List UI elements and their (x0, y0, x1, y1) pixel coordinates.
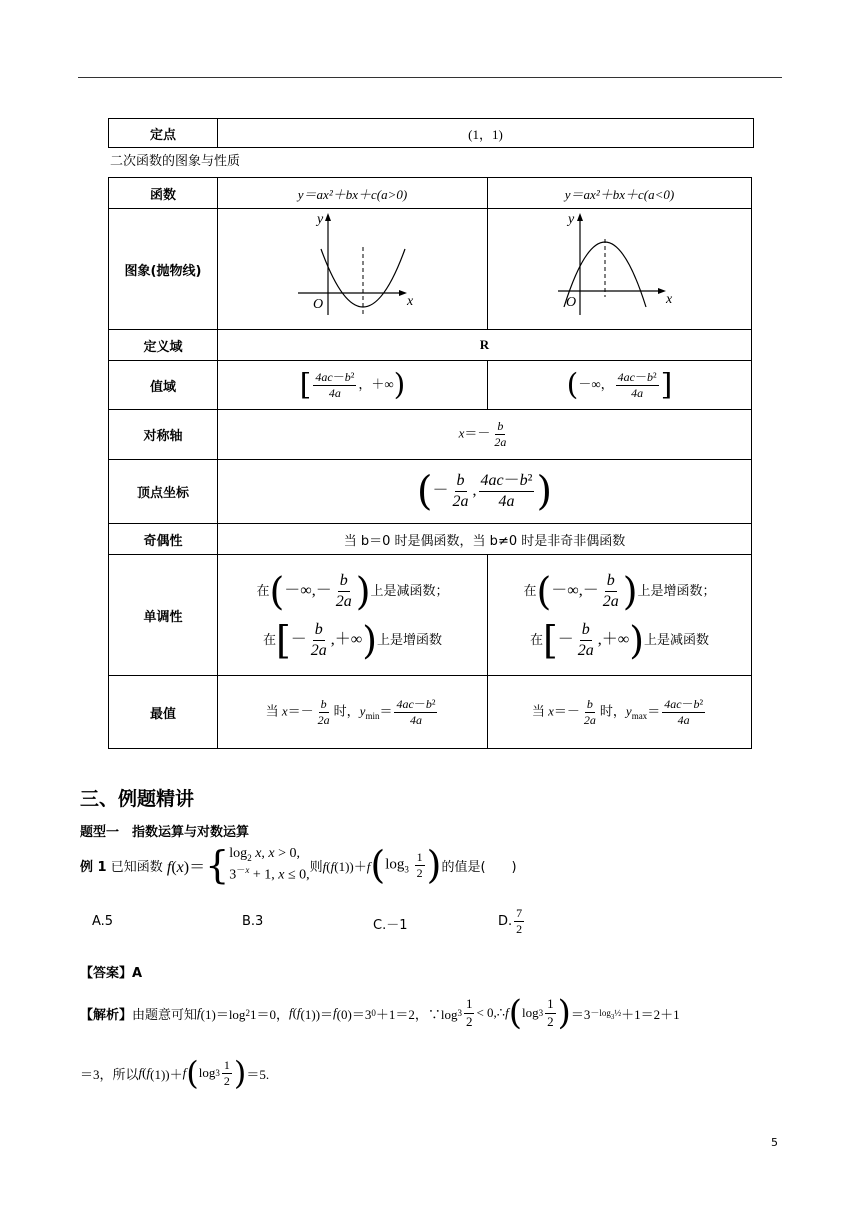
mono-right-1: 上是增函数； (637, 584, 716, 600)
vertex-label: 顶点坐标 (109, 460, 218, 524)
func-label: 函数 (109, 178, 218, 209)
option-a: A.5 (92, 914, 114, 929)
header-rule (78, 77, 782, 78)
domain-value: R (218, 330, 752, 361)
graph-label: 图象(抛物线) (109, 209, 218, 330)
extreme-left: 当 x＝－ $\frac{b}{2a}$ 时，$y_{min}=$ $\frac{\text{4ac－b²}}{4a}$ (218, 676, 488, 749)
svg-text:x: x (665, 292, 672, 307)
svg-text:O: O (312, 297, 323, 312)
upward-parabola-graph (283, 209, 423, 325)
parity-value: 当 b＝0 时是偶函数，当 b≠0 时是非奇非偶函数 (218, 524, 752, 555)
range-label: 值域 (109, 361, 218, 410)
svg-text:y: y (567, 212, 574, 227)
fixed-point-table (108, 118, 754, 148)
mono-right-2: 上是减函数 (644, 633, 710, 649)
option-d-label: D. (498, 914, 513, 929)
axis-label: 对称轴 (109, 410, 218, 460)
topic-heading: 题型一 指数运算与对数运算 (80, 825, 250, 840)
svg-text:y: y (316, 212, 323, 227)
func-right: y＝ax²＋bx＋c(a<0) (488, 178, 752, 209)
example-stem: 例 1 已知函数 f(x)＝ { $\log_2 x$, x > 0, $3^{-x} + 1$, x ≤ 0, 则 f(f(1))＋f ($\log_3$ $\frac{1}{2}$ ) 的值是( ) (80, 843, 517, 887)
answer-line: 【答案】A (80, 966, 143, 981)
fixed-point-value: (1，1) (218, 119, 754, 148)
example-stem-pre: 已知函数 (110, 859, 163, 875)
mono-left: 在(－∞,－ $\frac{b}{2a}$ )上是减函数； 在[－ $\frac{b}{2a}$ ,＋∞)上是增函数 (218, 555, 488, 676)
downward-parabola-graph (550, 209, 690, 325)
svg-text:O: O (565, 295, 576, 310)
page-number: 5 (771, 1136, 778, 1149)
quadratic-table (108, 177, 752, 749)
graph-down (488, 209, 752, 330)
parity-label: 奇偶性 (109, 524, 218, 555)
range-right: (－∞， $\frac{\text{4ac－b²}}{4a}$ ] (488, 361, 752, 410)
svg-text:x: x (406, 294, 413, 309)
domain-label: 定义域 (109, 330, 218, 361)
extreme-right: 当 x＝－ $\frac{b}{2a}$ 时，$y_{max}=$ $\frac{\text{4ac－b²}}{4a}$ (488, 676, 752, 749)
example-stem-post: 的值是( ) (441, 859, 517, 875)
extreme-label: 最值 (109, 676, 218, 749)
option-d: D. $\frac{7}{2}$ (498, 906, 523, 936)
range-left: [ $\frac{\text{4ac－b²}}{4a}$ ，＋∞) (218, 361, 488, 410)
analysis-line-1: 【解析】 由题意可知 f (1)＝log 2 1＝0， f ( f (1))＝ f (0)＝3 0 ＋1＝2，∵log 3 $\frac{1}{2}$ < 0,∴ f ( log 3 $\frac{1}{2}$ ) ＝3 $-\log_3\frac{1}{2}$ ＋1＝2＋1 (80, 993, 680, 1033)
vertex-value: (－ $\frac{b}{2a}$ , $\frac{\text{4ac－b²}}{4a}$ ) (218, 460, 752, 524)
mono-label: 单调性 (109, 555, 218, 676)
table-caption: 二次函数的图象与性质 (110, 154, 241, 169)
mono-left-1: 上是减函数； (370, 584, 449, 600)
func-left: y＝ax²＋bx＋c(a>0) (218, 178, 488, 209)
analysis-label: 【解析】 (80, 1007, 133, 1023)
option-b: B.3 (242, 914, 264, 929)
axis-value: x＝－ $\frac{b}{2a}$ (218, 410, 752, 460)
analysis-line-2: ＝3， 所以 f ( f (1))＋ f ( log 3 $\frac{1}{2}$ ) ＝5. (80, 1054, 270, 1092)
option-c: C.－1 (373, 918, 408, 933)
example-stem-mid: 则 (309, 859, 323, 875)
mono-right: 在(－∞,－ $\frac{b}{2a}$ )上是增函数； 在[－ $\frac{b}{2a}$ ,＋∞)上是减函数 (488, 555, 752, 676)
fixed-point-label: 定点 (109, 119, 218, 148)
example-label: 例 1 (80, 859, 107, 875)
graph-up (218, 209, 488, 330)
section-title: 三、例题精讲 (80, 788, 195, 810)
mono-left-2: 上是增函数 (377, 633, 443, 649)
